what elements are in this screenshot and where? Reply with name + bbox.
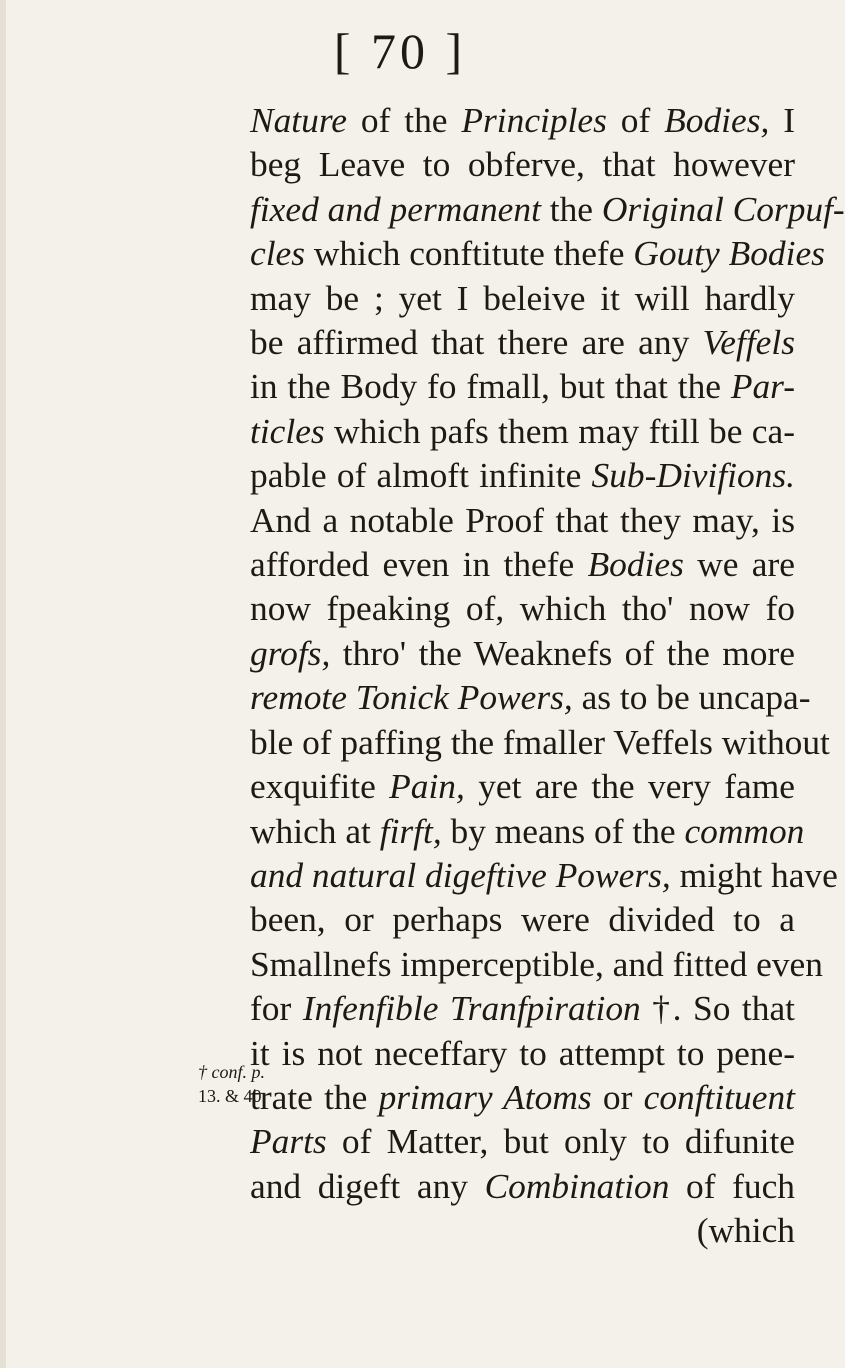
text-segment: Combination: [484, 1165, 670, 1206]
text-segment: may be ; yet I beleive it will hardly: [250, 277, 795, 318]
text-segment: the: [540, 188, 602, 229]
text-segment: of fuch: [669, 1165, 796, 1206]
text-segment: cles: [250, 233, 306, 274]
text-line: [250, 764, 795, 808]
text-segment: beg Leave to obferve, that however: [250, 144, 795, 185]
text-segment: of the: [347, 100, 462, 140]
text-segment: Sub-Divifions.: [591, 455, 795, 496]
text-segment: and digeft any: [250, 1165, 485, 1206]
text-segment: of Matter, but only to difunite: [326, 1121, 795, 1162]
text-segment: remote Tonick Powers,: [250, 677, 573, 718]
text-segment: Bodies: [587, 544, 684, 585]
text-segment: now fpeaking of, which tho' now fo: [250, 588, 795, 629]
text-line: [250, 986, 795, 1030]
text-segment: Bodies,: [664, 100, 770, 140]
text-line: [250, 942, 823, 986]
text-segment: Pain,: [389, 766, 465, 807]
text-line: [250, 187, 845, 231]
text-segment: trate the: [250, 1076, 379, 1117]
text-segment: it is not neceffary to attempt to pene-: [250, 1032, 795, 1073]
text-line: [250, 720, 830, 764]
text-line: [250, 675, 811, 719]
text-line: [250, 1164, 795, 1208]
text-segment: Par-: [730, 366, 795, 407]
text-line: [250, 320, 795, 364]
text-line: [250, 1208, 795, 1252]
text-segment: and natural digeftive Powers,: [250, 854, 671, 895]
text-segment: might have: [670, 854, 838, 895]
text-line: [250, 809, 805, 853]
text-line: [250, 364, 795, 408]
text-segment: by means of the: [441, 810, 685, 851]
body-text: [250, 98, 845, 1253]
text-segment: common: [684, 810, 805, 851]
text-segment: Infenfible Tranfpiration: [302, 988, 641, 1029]
text-line: [250, 853, 838, 897]
text-segment: †. So that: [640, 988, 795, 1029]
text-line: [250, 542, 795, 586]
text-segment: exquifite: [250, 766, 390, 807]
text-segment: pable of almoft infinite: [250, 455, 592, 496]
text-line: [250, 631, 795, 675]
text-segment: we are: [683, 544, 795, 585]
text-line: [250, 1075, 795, 1119]
text-segment: been, or perhaps were divided to a: [250, 899, 795, 940]
text-segment: Original Corpuf-: [601, 188, 845, 229]
margin-note-reference: † conf. p.: [198, 1062, 265, 1082]
text-line: [250, 453, 795, 497]
text-segment: be affirmed that there are any: [250, 322, 703, 363]
page-number: [ 70 ]: [333, 23, 467, 79]
text-line: [250, 897, 795, 941]
text-segment: conftituent: [643, 1076, 795, 1117]
text-segment: grofs,: [250, 632, 331, 673]
text-segment: yet are the very fame: [464, 766, 795, 807]
text-line: [250, 276, 795, 320]
text-segment: Gouty Bodies: [633, 233, 825, 274]
text-segment: in the Body fo fmall, but that the: [250, 366, 731, 407]
text-line: [250, 231, 825, 275]
text-segment: Veffels: [702, 322, 795, 363]
text-segment: or: [591, 1076, 644, 1117]
text-segment: Nature: [250, 100, 347, 140]
text-line: [250, 1031, 795, 1075]
text-segment: for: [250, 988, 303, 1029]
text-segment: as to be uncapa-: [572, 677, 811, 718]
text-segment: which conftitute thefe: [305, 233, 634, 274]
text-segment: firft,: [379, 810, 442, 851]
margin-note-pages: 13. & 40.: [198, 1086, 267, 1106]
text-line: [250, 142, 795, 186]
text-segment: (which: [696, 1210, 795, 1251]
text-line: [250, 98, 795, 142]
text-segment: primary Atoms: [378, 1076, 592, 1117]
text-segment: afforded even in thefe: [250, 544, 588, 585]
page-edge: [0, 0, 6, 1368]
text-segment: of: [606, 100, 665, 140]
text-line: [250, 498, 795, 542]
text-segment: fixed and permanent: [250, 188, 541, 229]
text-segment: ticles: [250, 410, 325, 451]
text-segment: Principles: [461, 100, 607, 140]
text-segment: Smallnefs imperceptible, and fitted even: [250, 943, 823, 984]
text-segment: thro' the Weaknefs of the more: [330, 632, 795, 673]
text-segment: ble of paffing the fmaller Veffels without: [250, 721, 830, 762]
text-line: [250, 586, 795, 630]
text-segment: Parts: [250, 1121, 327, 1162]
text-line: [250, 409, 795, 453]
text-segment: And a notable Proof that they may, is: [250, 499, 795, 540]
text-segment: which pafs them may ftill be ca-: [324, 410, 795, 451]
text-segment: I: [769, 100, 795, 140]
text-segment: which at: [250, 810, 380, 851]
text-line: [250, 1119, 795, 1163]
